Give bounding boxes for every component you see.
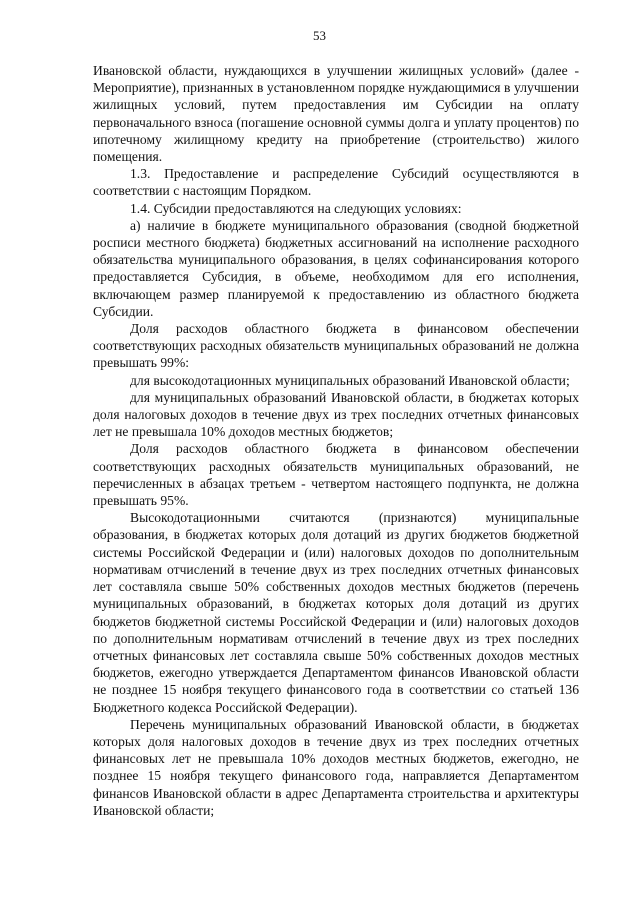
paragraph-share-99: Доля расходов областного бюджета в финансовом обеспечении соответствующих расходных обязательств муниципальных образований не должна превышать 99%:	[93, 321, 579, 371]
paragraph-1-4: 1.4. Субсидии предоставляются на следующих условиях:	[130, 200, 462, 216]
paragraph-high-subsidy-definition: Высокодотационными считаются (признаются) муниципальные образования, в бюджетах которых доля дотаций из других бюджетов бюджетной системы Российской Федерации и (или) налоговых доходов по дополнительным нормативам отчислений в течение двух из трех последних отчетных финансовых лет составляла свыше 50% собственных доходов местных бюджетов (перечень муниципальных образований, в бюджетах которых доля дотаций из других бюджетов бюджетной системы Российской Федерации и (или) налоговых доходов по дополнительным нормативам отчислений в течение двух из трех последних отчетных финансовых лет составляла свыше 50% собственных доходов местных бюджетов, ежегодно утверждается Департаментом финансов Ивановской области не позднее 15 ноября текущего финансового года в соответствии со статьей 136 Бюджетного кодекса Российской Федерации).	[93, 510, 579, 715]
paragraph-high-subsidy-list-item: для высокодотационных муниципальных образований Ивановской области;	[130, 372, 570, 388]
paragraph-tax-revenue-list-item: для муниципальных образований Ивановской области, в бюджетах которых доля налоговых доходов в течение двух из трех последних отчетных финансовых лет не превышала 10% доходов местных бюджетов;	[93, 389, 579, 440]
paragraph-share-95: Доля расходов областного бюджета в финансовом обеспечении соответствующих расходных обязательств муниципальных образований, не перечисленных в абзацах третьем - четвертом настоящего подпункта, не должна превышать 95%.	[93, 441, 579, 509]
page-number: 53	[313, 28, 326, 43]
paragraph-municipal-list: Перечень муниципальных образований Ивановской области, в бюджетах которых доля налоговых доходов в течение двух из трех последних отчетных финансовых лет не превышала 10% доходов местных бюджетов, ежегодно, не позднее 15 ноября текущего финансового года, направляется Департаментом финансов Ивановской области в адрес Департамента строительства и архитектуры Ивановской области;	[93, 716, 579, 818]
paragraph-condition-a: а) наличие в бюджете муниципального образования (сводной бюджетной росписи местного бюджета) бюджетных ассигнований на исполнение расходного обязательства муниципального образования, в целях софинансирования которого предоставляется Субсидия, в объеме, необходимом для его исполнения, включающем размер планируемой к предоставлению из областного бюджета Субсидии.	[93, 217, 579, 319]
paragraph-continuation: Ивановской области, нуждающихся в улучшении жилищных условий» (далее - Мероприятие), признанных в установленном порядке нуждающимися в улучшении жилищных условий, путем предоставления им Субсидии на оплату первоначального взноса (погашение основной суммы долга и уплату процентов) по ипотечному жилищному кредиту на приобретение (строительство) жилого помещения.	[93, 63, 579, 165]
document-body	[93, 62, 579, 819]
paragraph-1-3: 1.3. Предоставление и распределение Субсидий осуществляются в соответствии с настоящим Порядком.	[93, 166, 579, 199]
